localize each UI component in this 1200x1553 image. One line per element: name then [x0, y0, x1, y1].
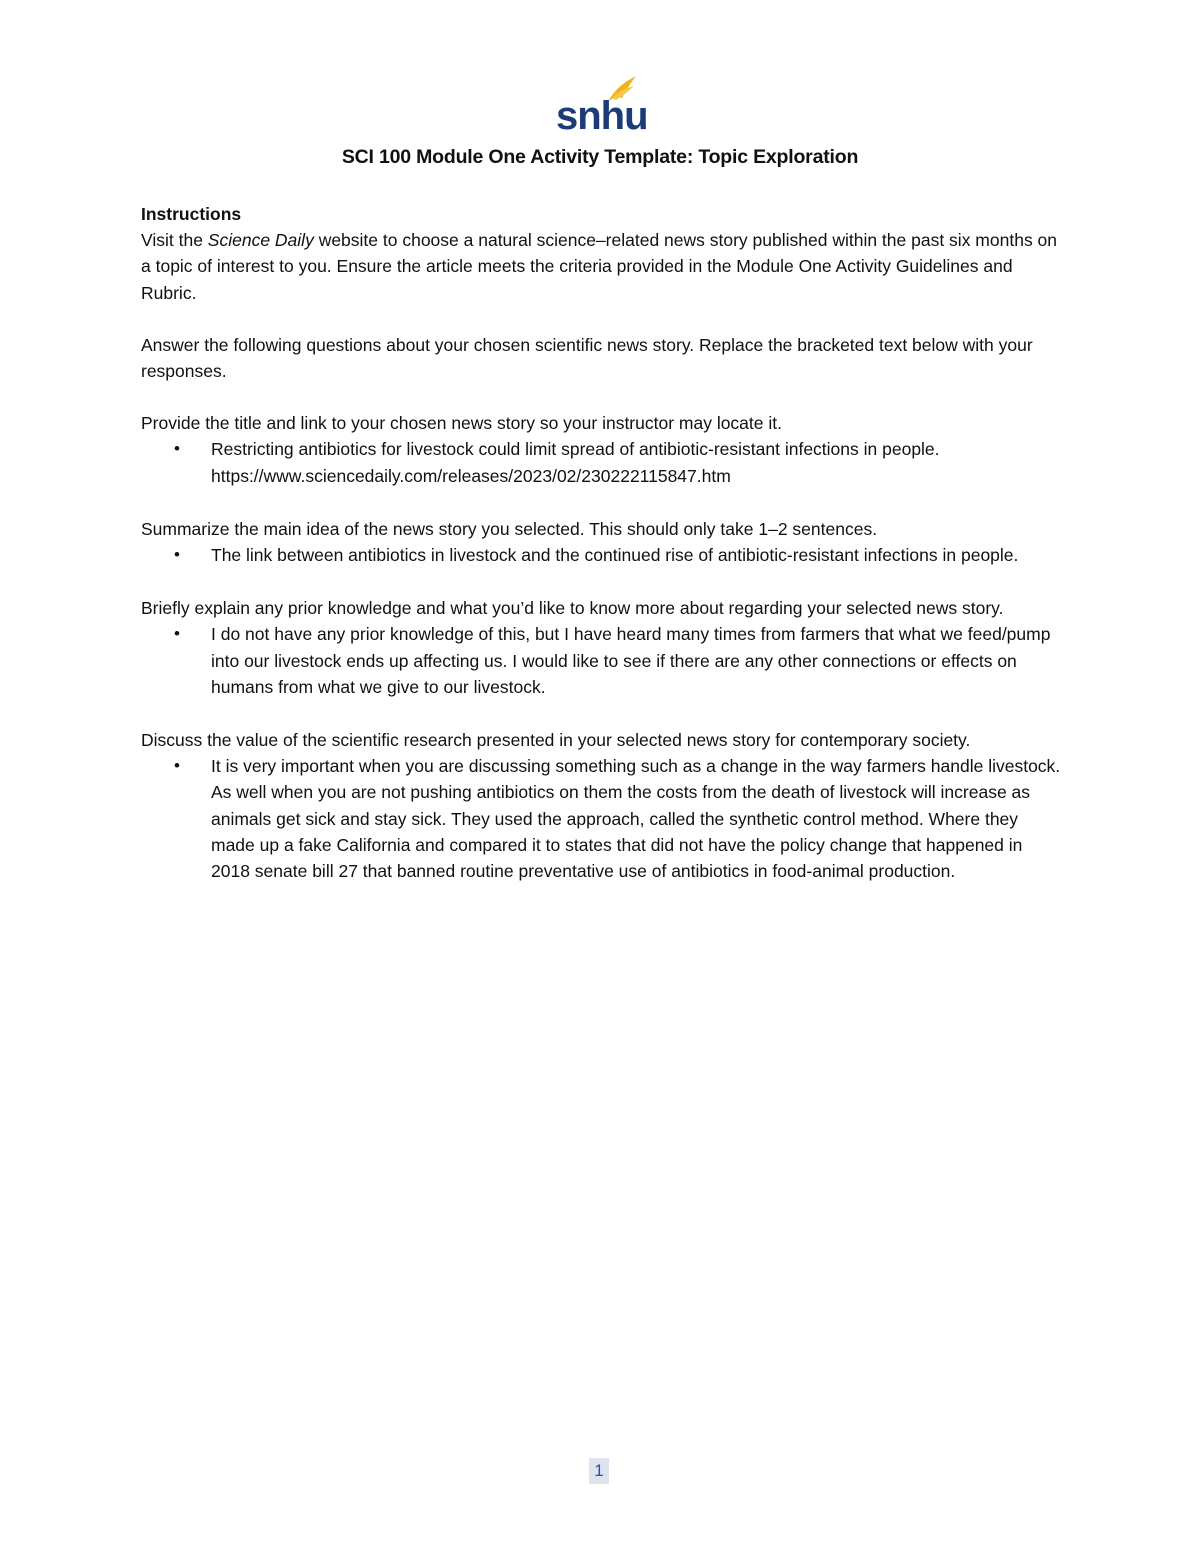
- bullet-icon: •: [174, 624, 180, 644]
- document-title: SCI 100 Module One Activity Template: Topic Exploration: [341, 146, 859, 168]
- question-1-answer: [174, 436, 1066, 488]
- svg-text:snhu: snhu: [556, 94, 648, 134]
- instructions-text-pre: Visit the: [141, 230, 208, 251]
- question-3-answer: [174, 621, 1066, 700]
- question-2-prompt: Summarize the main idea of the news story you selected. This should only take 1–2 sentences.: [141, 518, 878, 539]
- question-3-answer-text: I do not have any prior knowledge of this, but I have heard many times from farmers that what we feed/pump into our livestock ends up affecting us. I would like to see if there are any other connections or effects on humans from what we give to our livestock.: [211, 624, 1051, 697]
- question-2-answers: [141, 542, 1066, 568]
- page-number: 1: [589, 1458, 609, 1484]
- document-body: [141, 201, 1066, 884]
- question-3-answers: [141, 621, 1066, 700]
- question-2-answer-text: The link between antibiotics in livestock and the continued rise of antibiotic-resistant infections in people.: [211, 545, 1019, 566]
- question-4-answer: [174, 753, 1066, 884]
- article-title: Restricting antibiotics for livestock could limit spread of antibiotic-resistant infections in people.: [211, 439, 940, 460]
- question-2-answer: [174, 542, 1066, 568]
- question-4-prompt: Discuss the value of the scientific research presented in your selected news story for contemporary society.: [141, 730, 971, 751]
- question-3-prompt: Briefly explain any prior knowledge and what you’d like to know more about regarding your selected news story.: [141, 598, 1004, 619]
- bullet-icon: •: [174, 756, 180, 776]
- bullet-icon: •: [174, 545, 180, 565]
- instructions-heading: Instructions: [141, 204, 242, 224]
- snhu-logo: [548, 72, 648, 134]
- article-link: https://www.sciencedaily.com/releases/2023/02/230222115847.htm: [211, 465, 731, 486]
- instructions-paragraph-1: [141, 227, 1066, 306]
- instructions-paragraph-2: Answer the following questions about your chosen scientific news story. Replace the bracketed text below with your responses.: [141, 334, 1033, 382]
- question-4-answers: [141, 753, 1066, 884]
- question-1-answers: [141, 436, 1066, 488]
- question-4-answer-text: It is very important when you are discussing something such as a change in the way farmers handle livestock. As well when you are not pushing antibiotics on them the costs from the death of livestock will increase as animals get sick and stay sick. They used the approach, called the synthetic control method. Where they made up a fake California and compared it to states that did not have the policy change that happened in 2018 senate bill 27 that banned routine preventative use of antibiotics in food-animal production.: [211, 756, 1061, 882]
- bullet-icon: •: [174, 439, 180, 459]
- science-daily-reference: Science Daily: [207, 230, 314, 251]
- question-1-prompt: Provide the title and link to your chosen news story so your instructor may locate it.: [141, 413, 782, 434]
- instructions-text-post: website to choose a natural science–related news story published within the past six months on a topic of interest to you. Ensure the article meets the criteria provided in the Module One Activity Guidelines and Rubric.: [141, 230, 1058, 303]
